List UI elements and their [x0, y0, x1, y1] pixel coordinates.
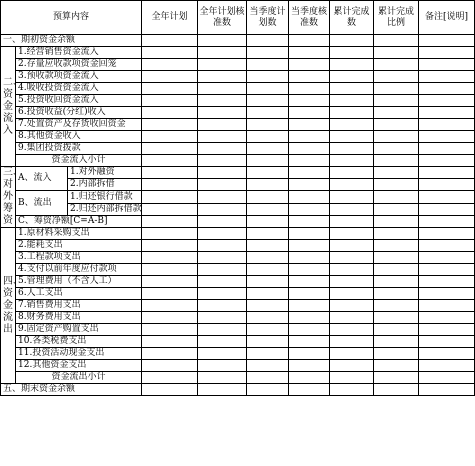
value-cell[interactable]	[330, 35, 374, 47]
section-financing-text: 三、对外筹资	[3, 167, 23, 226]
opening-balance-label: 一、期初资金余额	[1, 35, 142, 47]
value-cell[interactable]	[289, 191, 330, 204]
value-cell[interactable]	[289, 300, 330, 312]
outflow-item-label: 1.原材料采购支出	[16, 228, 142, 240]
value-cell[interactable]	[142, 204, 198, 216]
value-cell[interactable]	[198, 47, 247, 59]
value-cell[interactable]	[198, 288, 247, 300]
value-cell[interactable]	[289, 324, 330, 336]
value-cell[interactable]	[198, 59, 247, 71]
financing-inflow-item: 2.内部拆借	[68, 179, 142, 191]
value-cell[interactable]	[330, 191, 374, 204]
inflow-item-label: 1.经营销售资金流入	[16, 47, 142, 59]
value-cell[interactable]	[142, 119, 198, 131]
value-cell[interactable]	[419, 83, 475, 95]
outflow-subtotal-label: 资金流出小计	[16, 372, 142, 384]
inflow-row	[1, 131, 475, 143]
value-cell[interactable]	[289, 216, 330, 228]
value-cell[interactable]	[247, 107, 289, 119]
value-cell[interactable]	[142, 71, 198, 83]
value-cell[interactable]	[289, 35, 330, 47]
value-cell[interactable]	[374, 167, 419, 179]
value-cell[interactable]	[419, 155, 475, 167]
value-cell[interactable]	[142, 300, 198, 312]
outflow-subtotal-row	[1, 372, 475, 384]
outflow-row	[1, 348, 475, 360]
financing-inflow-row	[1, 179, 475, 191]
value-cell[interactable]	[142, 47, 198, 59]
value-cell[interactable]	[419, 131, 475, 143]
header-row	[1, 1, 475, 35]
value-cell[interactable]	[419, 35, 475, 47]
value-cell[interactable]	[142, 83, 198, 95]
value-cell[interactable]	[330, 131, 374, 143]
header-remarks: 备注[说明]	[419, 1, 475, 35]
value-cell[interactable]	[247, 179, 289, 191]
value-cell[interactable]	[374, 228, 419, 240]
value-cell[interactable]	[374, 71, 419, 83]
value-cell[interactable]	[419, 47, 475, 59]
value-cell[interactable]	[142, 155, 198, 167]
value-cell[interactable]	[247, 300, 289, 312]
value-cell[interactable]	[198, 143, 247, 155]
value-cell[interactable]	[142, 348, 198, 360]
financing-outflow-row	[1, 204, 475, 216]
outflow-item-label: 8.财务费用支出	[16, 312, 142, 324]
value-cell[interactable]	[142, 167, 198, 179]
value-cell[interactable]	[289, 276, 330, 288]
value-cell[interactable]	[247, 143, 289, 155]
value-cell[interactable]	[374, 59, 419, 71]
value-cell[interactable]	[374, 191, 419, 204]
value-cell[interactable]	[247, 360, 289, 372]
section-outflow-label	[1, 228, 23, 384]
value-cell[interactable]	[142, 360, 198, 372]
value-cell[interactable]	[374, 216, 419, 228]
header-annual-approved: 全年计划核准数	[198, 1, 247, 35]
value-cell[interactable]	[289, 95, 330, 107]
value-cell[interactable]	[289, 360, 330, 372]
value-cell[interactable]	[198, 252, 247, 264]
value-cell[interactable]	[419, 228, 475, 240]
value-cell[interactable]	[419, 191, 475, 204]
value-cell[interactable]	[198, 240, 247, 252]
value-cell[interactable]	[374, 155, 419, 167]
inflow-row	[1, 71, 475, 83]
value-cell[interactable]	[247, 372, 289, 384]
value-cell[interactable]	[198, 204, 247, 216]
value-cell[interactable]	[142, 324, 198, 336]
value-cell[interactable]	[419, 360, 475, 372]
value-cell[interactable]	[330, 119, 374, 131]
value-cell[interactable]	[142, 107, 198, 119]
value-cell[interactable]	[247, 336, 289, 348]
value-cell[interactable]	[289, 107, 330, 119]
outflow-row	[1, 324, 475, 336]
value-cell[interactable]	[419, 288, 475, 300]
opening-balance-row	[1, 35, 475, 47]
value-cell[interactable]	[330, 276, 374, 288]
value-cell[interactable]	[419, 59, 475, 71]
value-cell[interactable]	[247, 384, 289, 396]
value-cell[interactable]	[289, 71, 330, 83]
closing-balance-row	[1, 384, 475, 396]
value-cell[interactable]	[289, 240, 330, 252]
value-cell[interactable]	[330, 155, 374, 167]
value-cell[interactable]	[198, 216, 247, 228]
value-cell[interactable]	[198, 131, 247, 143]
value-cell[interactable]	[142, 336, 198, 348]
financing-net-label: C、筹资净额[C=A-B]	[16, 216, 142, 228]
section-outflow-text: 四、资金流出	[3, 275, 23, 335]
inflow-row	[1, 47, 475, 59]
value-cell[interactable]	[374, 143, 419, 155]
value-cell[interactable]	[198, 179, 247, 191]
value-cell[interactable]	[419, 324, 475, 336]
value-cell[interactable]	[374, 47, 419, 59]
value-cell[interactable]	[289, 348, 330, 360]
value-cell[interactable]	[330, 324, 374, 336]
value-cell[interactable]	[330, 228, 374, 240]
value-cell[interactable]	[374, 252, 419, 264]
value-cell[interactable]	[198, 191, 247, 204]
header-annual-plan: 全年计划	[142, 1, 198, 35]
value-cell[interactable]	[142, 143, 198, 155]
value-cell[interactable]	[289, 384, 330, 396]
value-cell[interactable]	[247, 155, 289, 167]
value-cell[interactable]	[289, 264, 330, 276]
value-cell[interactable]	[330, 83, 374, 95]
outflow-item-label: 12.其他资金支出	[16, 360, 142, 372]
value-cell[interactable]	[289, 59, 330, 71]
value-cell[interactable]	[142, 252, 198, 264]
value-cell[interactable]	[330, 216, 374, 228]
section-inflow-text: 二、资金流入	[3, 76, 23, 136]
value-cell[interactable]	[247, 131, 289, 143]
value-cell[interactable]	[247, 276, 289, 288]
outflow-item-label: 4.支付以前年度应付款项	[16, 264, 142, 276]
outflow-row	[1, 228, 475, 240]
financing-outflow-row	[1, 191, 475, 204]
outflow-item-label: 10.各类税费支出	[16, 336, 142, 348]
value-cell[interactable]	[142, 288, 198, 300]
outflow-row	[1, 336, 475, 348]
value-cell[interactable]	[330, 107, 374, 119]
value-cell[interactable]	[374, 288, 419, 300]
outflow-row	[1, 252, 475, 264]
value-cell[interactable]	[330, 71, 374, 83]
value-cell[interactable]	[289, 204, 330, 216]
value-cell[interactable]	[247, 252, 289, 264]
value-cell[interactable]	[419, 95, 475, 107]
outflow-item-label: 7.销售费用支出	[16, 300, 142, 312]
value-cell[interactable]	[247, 35, 289, 47]
value-cell[interactable]	[330, 348, 374, 360]
value-cell[interactable]	[247, 216, 289, 228]
value-cell[interactable]	[142, 131, 198, 143]
value-cell[interactable]	[142, 35, 198, 47]
financing-outflow-item: 1.归还银行借款	[68, 191, 142, 204]
outflow-row	[1, 360, 475, 372]
value-cell[interactable]	[142, 179, 198, 191]
value-cell[interactable]	[142, 216, 198, 228]
value-cell[interactable]	[198, 336, 247, 348]
financing-inflow-item: 1.对外融资	[68, 167, 142, 179]
value-cell[interactable]	[330, 360, 374, 372]
outflow-item-label: 6.人工支出	[16, 288, 142, 300]
inflow-item-label: 3.预收款项资金流入	[16, 71, 142, 83]
value-cell[interactable]	[419, 348, 475, 360]
value-cell[interactable]	[419, 336, 475, 348]
value-cell[interactable]	[374, 179, 419, 191]
section-inflow-label	[1, 47, 23, 167]
value-cell[interactable]	[419, 300, 475, 312]
header-quarter-approved: 当季度核准数	[289, 1, 330, 35]
inflow-row	[1, 143, 475, 155]
inflow-row	[1, 59, 475, 71]
value-cell[interactable]	[198, 312, 247, 324]
header-cumulative-done: 累计完成数	[330, 1, 374, 35]
inflow-subtotal-label: 资金流入小计	[16, 155, 142, 167]
value-cell[interactable]	[289, 288, 330, 300]
value-cell[interactable]	[198, 167, 247, 179]
value-cell[interactable]	[198, 35, 247, 47]
value-cell[interactable]	[374, 324, 419, 336]
value-cell[interactable]	[289, 228, 330, 240]
value-cell[interactable]	[198, 107, 247, 119]
value-cell[interactable]	[198, 372, 247, 384]
value-cell[interactable]	[374, 348, 419, 360]
value-cell[interactable]	[247, 47, 289, 59]
value-cell[interactable]	[330, 288, 374, 300]
financing-inflow-row	[1, 167, 475, 179]
value-cell[interactable]	[247, 191, 289, 204]
outflow-row	[1, 264, 475, 276]
inflow-row	[1, 119, 475, 131]
value-cell[interactable]	[247, 204, 289, 216]
outflow-item-label: 9.固定资产购置支出	[16, 324, 142, 336]
value-cell[interactable]	[247, 264, 289, 276]
header-cumulative-ratio: 累计完成比例	[374, 1, 419, 35]
value-cell[interactable]	[374, 107, 419, 119]
value-cell[interactable]	[330, 372, 374, 384]
value-cell[interactable]	[374, 95, 419, 107]
value-cell[interactable]	[198, 95, 247, 107]
table-body	[1, 35, 475, 396]
outflow-item-label: 5.管理费用（不含人工）	[16, 276, 142, 288]
value-cell[interactable]	[330, 179, 374, 191]
value-cell[interactable]	[374, 240, 419, 252]
value-cell[interactable]	[419, 312, 475, 324]
value-cell[interactable]	[374, 35, 419, 47]
value-cell[interactable]	[419, 119, 475, 131]
value-cell[interactable]	[198, 155, 247, 167]
value-cell[interactable]	[289, 131, 330, 143]
outflow-item-label: 3.工程款项支出	[16, 252, 142, 264]
value-cell[interactable]	[142, 228, 198, 240]
value-cell[interactable]	[142, 312, 198, 324]
value-cell[interactable]	[419, 143, 475, 155]
closing-balance-label: 五、期末资金余额	[1, 384, 142, 396]
value-cell[interactable]	[330, 312, 374, 324]
value-cell[interactable]	[198, 119, 247, 131]
outflow-row	[1, 300, 475, 312]
value-cell[interactable]	[374, 264, 419, 276]
value-cell[interactable]	[330, 95, 374, 107]
value-cell[interactable]	[142, 95, 198, 107]
value-cell[interactable]	[330, 59, 374, 71]
value-cell[interactable]	[142, 191, 198, 204]
value-cell[interactable]	[374, 360, 419, 372]
value-cell[interactable]	[247, 167, 289, 179]
value-cell[interactable]	[142, 384, 198, 396]
value-cell[interactable]	[289, 252, 330, 264]
value-cell[interactable]	[198, 83, 247, 95]
outflow-row	[1, 288, 475, 300]
value-cell[interactable]	[419, 167, 475, 179]
outflow-row	[1, 312, 475, 324]
value-cell[interactable]	[247, 240, 289, 252]
value-cell[interactable]	[247, 119, 289, 131]
inflow-subtotal-row	[1, 155, 475, 167]
value-cell[interactable]	[198, 228, 247, 240]
value-cell[interactable]	[289, 155, 330, 167]
value-cell[interactable]	[289, 179, 330, 191]
value-cell[interactable]	[419, 107, 475, 119]
value-cell[interactable]	[330, 384, 374, 396]
value-cell[interactable]	[419, 179, 475, 191]
financing-outflow-item: 2.归还内部拆借款	[68, 204, 142, 216]
value-cell[interactable]	[374, 336, 419, 348]
value-cell[interactable]	[289, 83, 330, 95]
value-cell[interactable]	[330, 167, 374, 179]
value-cell[interactable]	[198, 348, 247, 360]
value-cell[interactable]	[142, 59, 198, 71]
value-cell[interactable]	[419, 384, 475, 396]
value-cell[interactable]	[247, 312, 289, 324]
value-cell[interactable]	[374, 276, 419, 288]
value-cell[interactable]	[142, 264, 198, 276]
value-cell[interactable]	[374, 131, 419, 143]
value-cell[interactable]	[374, 384, 419, 396]
value-cell[interactable]	[198, 276, 247, 288]
header-item: 预算内容	[1, 1, 142, 35]
inflow-item-label: 7.处置资产及存货收回资金	[16, 119, 142, 131]
value-cell[interactable]	[289, 372, 330, 384]
value-cell[interactable]	[330, 204, 374, 216]
value-cell[interactable]	[289, 336, 330, 348]
value-cell[interactable]	[419, 240, 475, 252]
value-cell[interactable]	[419, 372, 475, 384]
value-cell[interactable]	[289, 47, 330, 59]
value-cell[interactable]	[247, 59, 289, 71]
outflow-row	[1, 276, 475, 288]
value-cell[interactable]	[247, 228, 289, 240]
value-cell[interactable]	[247, 288, 289, 300]
value-cell[interactable]	[247, 71, 289, 83]
value-cell[interactable]	[289, 119, 330, 131]
value-cell[interactable]	[419, 216, 475, 228]
value-cell[interactable]	[198, 360, 247, 372]
inflow-row	[1, 95, 475, 107]
value-cell[interactable]	[289, 167, 330, 179]
value-cell[interactable]	[142, 372, 198, 384]
value-cell[interactable]	[198, 384, 247, 396]
inflow-item-label: 5.投资收回资金流入	[16, 95, 142, 107]
inflow-item-label: 9.集团投资拨款	[16, 143, 142, 155]
financing-inflow-label: A、流入	[16, 167, 68, 191]
value-cell[interactable]	[419, 264, 475, 276]
value-cell[interactable]	[330, 300, 374, 312]
value-cell[interactable]	[198, 324, 247, 336]
section-financing-label	[1, 167, 23, 228]
value-cell[interactable]	[330, 336, 374, 348]
financing-outflow-label: B、流出	[16, 191, 68, 216]
value-cell[interactable]	[330, 47, 374, 59]
value-cell[interactable]	[330, 264, 374, 276]
outflow-item-label: 11.投资活动现金支出	[16, 348, 142, 360]
header-quarter-plan: 当季度计划数	[247, 1, 289, 35]
value-cell[interactable]	[142, 276, 198, 288]
value-cell[interactable]	[330, 252, 374, 264]
value-cell[interactable]	[247, 83, 289, 95]
value-cell[interactable]	[419, 276, 475, 288]
inflow-item-label: 2.存量应收款项资金回笼	[16, 59, 142, 71]
value-cell[interactable]	[419, 71, 475, 83]
value-cell[interactable]	[374, 300, 419, 312]
value-cell[interactable]	[374, 372, 419, 384]
value-cell[interactable]	[419, 204, 475, 216]
outflow-row	[1, 240, 475, 252]
value-cell[interactable]	[142, 240, 198, 252]
value-cell[interactable]	[289, 312, 330, 324]
value-cell[interactable]	[247, 324, 289, 336]
value-cell[interactable]	[247, 348, 289, 360]
financing-net-row	[1, 216, 475, 228]
value-cell[interactable]	[198, 300, 247, 312]
inflow-row	[1, 107, 475, 119]
inflow-item-label: 6.投资收益(分红)收入	[16, 107, 142, 119]
value-cell[interactable]	[374, 83, 419, 95]
value-cell[interactable]	[330, 143, 374, 155]
value-cell[interactable]	[198, 71, 247, 83]
value-cell[interactable]	[198, 264, 247, 276]
outflow-item-label: 2.能耗支出	[16, 240, 142, 252]
value-cell[interactable]	[330, 240, 374, 252]
value-cell[interactable]	[374, 204, 419, 216]
value-cell[interactable]	[289, 143, 330, 155]
inflow-item-label: 4.吸收投资资金流入	[16, 83, 142, 95]
value-cell[interactable]	[374, 312, 419, 324]
inflow-item-label: 8.其他资金收入	[16, 131, 142, 143]
value-cell[interactable]	[374, 119, 419, 131]
value-cell[interactable]	[247, 95, 289, 107]
inflow-row	[1, 83, 475, 95]
value-cell[interactable]	[419, 252, 475, 264]
